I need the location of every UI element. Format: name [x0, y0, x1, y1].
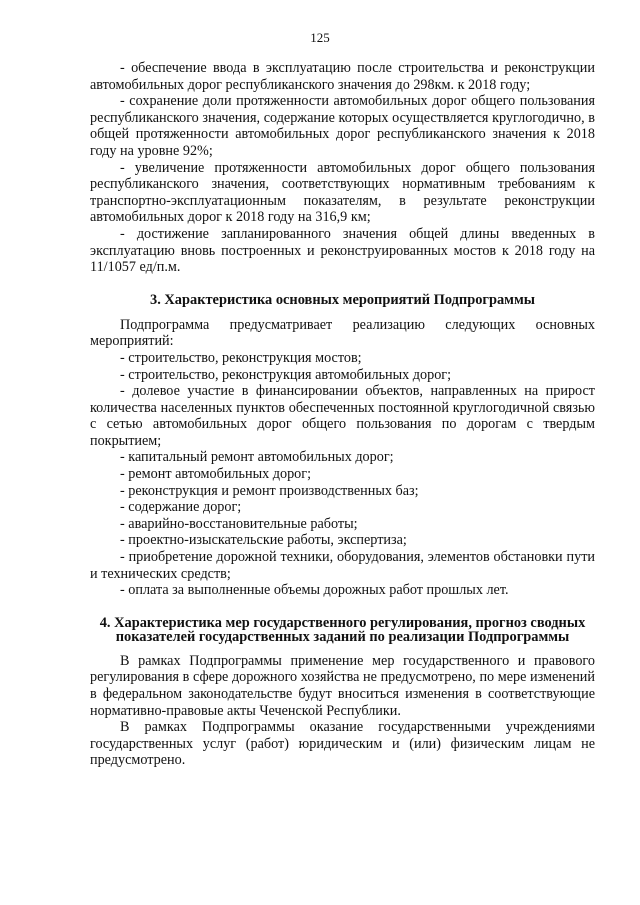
list-item: - реконструкция и ремонт производственных баз; — [120, 482, 419, 499]
list-item: - обеспечение ввода в эксплуатацию после строительства и реконструкции автомобильных дорог республиканского значения до 298км. к 2018 году; — [90, 60, 595, 93]
section-4-heading: 4. Характеристика мер государственного регулирования, прогноз сводных показателей государственных заданий по реализации Подпрограммы — [99, 614, 586, 645]
section-3-lead: Подпрограмма предусматривает реализацию следующих основных мероприятий: — [90, 316, 595, 350]
list-item: - проектно-изыскательские работы, экспертиза; — [120, 532, 407, 549]
list-item: - долевое участие в финансировании объектов, направленных на прирост количества населенных пунктов обеспеченных постоянной круглогодичной связью с сетью автомобильных дорог общего пользования по дорогам с твердым покрытием; — [90, 383, 595, 449]
list-item: - увеличение протяженности автомобильных дорог общего пользования республиканского значения, соответствующих нормативным требованиям к транспортно-эксплуатационным показателям, в результате реконструкции автомобильных дорог к 2018 году на 316,9 км; — [90, 159, 595, 226]
list-item: - строительство, реконструкция автомобильных дорог; — [120, 366, 452, 383]
page-number: 125 — [310, 30, 330, 45]
spacer — [90, 599, 595, 616]
list-item: - аварийно-восстановительные работы; — [120, 515, 358, 532]
section-4-paragraph: В рамках Подпрограммы применение мер государственного и правового регулирования в сфере дорожного хозяйства не предусмотрено, по мере изменений в федеральном законодательстве будут вноситься изменения в соответствующие нормативно-правовые акты Чеченской Республики. — [90, 652, 595, 719]
intro-list — [90, 60, 595, 276]
list-item: - ремонт автомобильных дорог; — [120, 466, 312, 483]
list-item: - сохранение доли протяженности автомобильных дорог общего пользования республиканского значения, содержание которых осуществляется круглогодично, в общей протяженности автомобильных дорог республиканского значения к 2018 году на уровне 92%; — [90, 93, 595, 159]
list-item: - содержание дорог; — [120, 499, 242, 516]
section-4-paragraph: В рамках Подпрограммы оказание государственными учреждениями государственных услуг (работ) юридическим и (или) физическим лицам не предусмотрено. — [90, 719, 595, 769]
spacer — [90, 644, 595, 653]
section-3-heading: 3. Характеристика основных мероприятий Подпрограммы — [150, 291, 535, 308]
list-item: - достижение запланированного значения общей длины введенных в эксплуатацию вновь построенных и реконструированных мостов к 2018 году на 11/1057 ед/п.м. — [90, 225, 595, 276]
spacer — [90, 276, 595, 293]
list-item: - приобретение дорожной техники, оборудования, элементов обстановки пути и технических средств; — [90, 549, 595, 582]
list-item: - строительство, реконструкция мостов; — [120, 349, 362, 366]
list-item: - оплата за выполненные объемы дорожных работ прошлых лет. — [120, 582, 509, 599]
spacer — [90, 307, 595, 317]
page-content — [90, 60, 595, 769]
section-3-list — [90, 350, 595, 599]
list-item: - капитальный ремонт автомобильных дорог; — [120, 449, 394, 466]
